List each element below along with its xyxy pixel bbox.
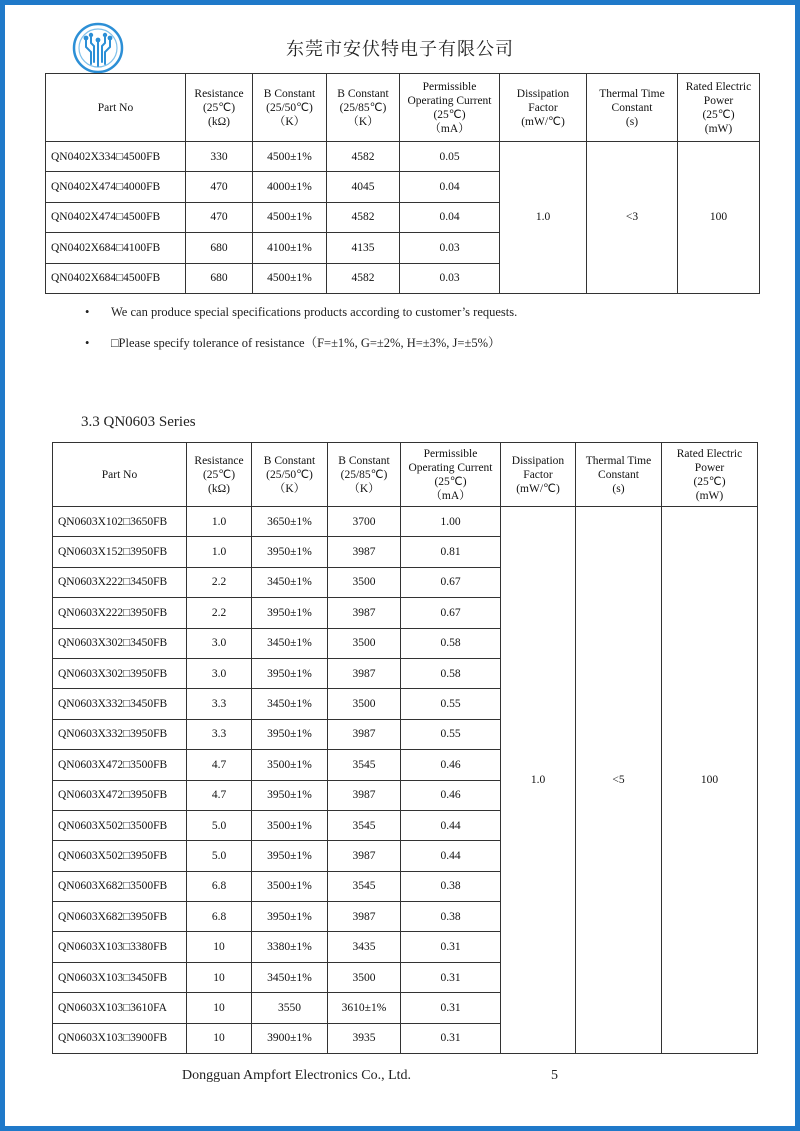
header-thermal-time-constant: Thermal Time Constant (s) (587, 74, 678, 142)
cell-resistance: 3.0 (187, 658, 252, 688)
cell-part-no: QN0603X103□3380FB (53, 932, 187, 962)
note-tolerance (85, 333, 500, 351)
cell-b-constant-25-85: 3935 (328, 1023, 401, 1053)
cell-resistance: 4.7 (187, 750, 252, 780)
cell-part-no: QN0402X334□4500FB (46, 142, 186, 172)
note-special-specs (85, 305, 517, 320)
cell-part-no: QN0402X684□4100FB (46, 233, 186, 263)
cell-b-constant-25-85: 3545 (328, 810, 401, 840)
cell-b-constant-25-85: 3987 (328, 658, 401, 688)
cell-part-no: QN0603X103□3900FB (53, 1023, 187, 1053)
cell-b-constant-25-85: 3500 (328, 567, 401, 597)
cell-part-no: QN0402X684□4500FB (46, 263, 186, 293)
cell-resistance: 4.7 (187, 780, 252, 810)
cell-b-constant-25-85: 3545 (328, 871, 401, 901)
cell-b-constant-25-50: 3950±1% (252, 780, 328, 810)
cell-b-constant-25-50: 3950±1% (252, 598, 328, 628)
cell-operating-current: 0.67 (401, 567, 501, 597)
header-rated-power: Rated Electric Power (25℃) (mW) (662, 443, 758, 507)
cell-part-no: QN0603X302□3450FB (53, 628, 187, 658)
cell-b-constant-25-50: 3450±1% (252, 962, 328, 992)
qn0603-spec-table (52, 442, 758, 1054)
cell-b-constant-25-50: 3450±1% (252, 689, 328, 719)
cell-resistance: 680 (186, 233, 253, 263)
cell-b-constant-25-85: 3700 (328, 507, 401, 537)
cell-part-no: QN0603X472□3950FB (53, 780, 187, 810)
cell-b-constant-25-85: 4135 (327, 233, 400, 263)
header-resistance: Resistance (25℃) (kΩ) (186, 74, 253, 142)
cell-resistance: 3.0 (187, 628, 252, 658)
cell-resistance: 2.2 (187, 567, 252, 597)
cell-b-constant-25-50: 3950±1% (252, 658, 328, 688)
cell-part-no: QN0603X472□3500FB (53, 750, 187, 780)
cell-b-constant-25-50: 4000±1% (253, 172, 327, 202)
cell-dissipation-merged: 1.0 (500, 142, 587, 294)
cell-operating-current: 0.31 (401, 932, 501, 962)
cell-part-no: QN0603X502□3500FB (53, 810, 187, 840)
cell-part-no: QN0603X332□3950FB (53, 719, 187, 749)
cell-resistance: 10 (187, 993, 252, 1023)
cell-resistance: 2.2 (187, 598, 252, 628)
footer-company: Dongguan Ampfort Electronics Co., Ltd. (182, 1068, 412, 1083)
cell-b-constant-25-50: 4500±1% (253, 202, 327, 232)
cell-part-no: QN0402X474□4000FB (46, 172, 186, 202)
cell-resistance: 470 (186, 172, 253, 202)
header-b-constant-25-50: B Constant (25/50℃) （K） (253, 74, 327, 142)
cell-b-constant-25-85: 3987 (328, 902, 401, 932)
cell-b-constant-25-50: 3500±1% (252, 810, 328, 840)
note-text: We can produce special specifications products according to customer’s requests. (111, 305, 518, 319)
cell-b-constant-25-50: 3950±1% (252, 902, 328, 932)
cell-b-constant-25-85: 3500 (328, 628, 401, 658)
cell-b-constant-25-85: 4582 (327, 142, 400, 172)
cell-b-constant-25-50: 3500±1% (252, 750, 328, 780)
cell-b-constant-25-85: 3610±1% (328, 993, 401, 1023)
cell-b-constant-25-85: 3545 (328, 750, 401, 780)
cell-operating-current: 0.44 (401, 841, 501, 871)
cell-b-constant-25-85: 3987 (328, 719, 401, 749)
cell-operating-current: 0.03 (400, 263, 500, 293)
cell-part-no: QN0603X102□3650FB (53, 507, 187, 537)
cell-b-constant-25-50: 4500±1% (253, 263, 327, 293)
cell-operating-current: 0.46 (401, 750, 501, 780)
qn0402-spec-table (45, 73, 760, 294)
cell-operating-current: 0.31 (401, 962, 501, 992)
cell-power-merged: 100 (678, 142, 760, 294)
bullet: • (85, 336, 90, 350)
cell-resistance: 680 (186, 263, 253, 293)
cell-operating-current: 0.81 (401, 537, 501, 567)
cell-b-constant-25-85: 3435 (328, 932, 401, 962)
cell-b-constant-25-85: 3500 (328, 689, 401, 719)
cell-b-constant-25-50: 3450±1% (252, 628, 328, 658)
header-operating-current: Permissible Operating Current (25℃) （mA） (401, 443, 501, 507)
cell-part-no: QN0402X474□4500FB (46, 202, 186, 232)
cell-part-no: QN0603X502□3950FB (53, 841, 187, 871)
header-resistance: Resistance (25℃) (kΩ) (187, 443, 252, 507)
cell-b-constant-25-50: 3500±1% (252, 871, 328, 901)
cell-thermal-merged: <3 (587, 142, 678, 294)
table-header-row (53, 443, 758, 507)
table-header-row (46, 74, 760, 142)
cell-b-constant-25-85: 3987 (328, 841, 401, 871)
cell-operating-current: 0.46 (401, 780, 501, 810)
cell-operating-current: 0.04 (400, 202, 500, 232)
cell-thermal-merged: <5 (576, 507, 662, 1054)
cell-resistance: 5.0 (187, 810, 252, 840)
cell-dissipation-merged: 1.0 (501, 507, 576, 1054)
cell-operating-current: 0.67 (401, 598, 501, 628)
cell-operating-current: 1.00 (401, 507, 501, 537)
page-number: 5 (551, 1068, 558, 1083)
header-thermal-time-constant: Thermal Time Constant (s) (576, 443, 662, 507)
cell-b-constant-25-85: 3987 (328, 780, 401, 810)
cell-operating-current: 0.05 (400, 142, 500, 172)
table-body (46, 142, 760, 294)
cell-resistance: 3.3 (187, 719, 252, 749)
cell-resistance: 10 (187, 1023, 252, 1053)
cell-resistance: 10 (187, 932, 252, 962)
cell-operating-current: 0.44 (401, 810, 501, 840)
cell-b-constant-25-50: 3950±1% (252, 841, 328, 871)
section-title: 3.3 QN0603 Series (81, 414, 196, 430)
cell-b-constant-25-50: 3950±1% (252, 537, 328, 567)
cell-operating-current: 0.31 (401, 1023, 501, 1053)
cell-resistance: 1.0 (187, 507, 252, 537)
cell-part-no: QN0603X152□3950FB (53, 537, 187, 567)
cell-part-no: QN0603X222□3950FB (53, 598, 187, 628)
cell-part-no: QN0603X332□3450FB (53, 689, 187, 719)
company-name-cn: 东莞市安伏特电子有限公司 (286, 39, 514, 60)
cell-b-constant-25-85: 4582 (327, 202, 400, 232)
cell-resistance: 3.3 (187, 689, 252, 719)
cell-power-merged: 100 (662, 507, 758, 1054)
cell-operating-current: 0.38 (401, 902, 501, 932)
header-part-no: Part No (46, 74, 186, 142)
note-text: □Please specify tolerance of resistance（F=±1%, G=±2%, H=±3%, J=±5%） (111, 336, 501, 350)
cell-operating-current: 0.55 (401, 689, 501, 719)
header-b-constant-25-85: B Constant (25/85℃) （K） (327, 74, 400, 142)
cell-resistance: 330 (186, 142, 253, 172)
header-b-constant-25-50: B Constant (25/50℃) （K） (252, 443, 328, 507)
cell-resistance: 6.8 (187, 902, 252, 932)
cell-resistance: 5.0 (187, 841, 252, 871)
cell-b-constant-25-50: 3900±1% (252, 1023, 328, 1053)
cell-b-constant-25-85: 3987 (328, 537, 401, 567)
header-b-constant-25-85: B Constant (25/85℃) （K） (328, 443, 401, 507)
table-row (46, 142, 760, 172)
cell-b-constant-25-50: 4500±1% (253, 142, 327, 172)
cell-operating-current: 0.04 (400, 172, 500, 202)
cell-operating-current: 0.55 (401, 719, 501, 749)
cell-part-no: QN0603X103□3610FA (53, 993, 187, 1023)
cell-part-no: QN0603X103□3450FB (53, 962, 187, 992)
cell-b-constant-25-85: 3500 (328, 962, 401, 992)
cell-b-constant-25-50: 3650±1% (252, 507, 328, 537)
cell-operating-current: 0.58 (401, 658, 501, 688)
cell-b-constant-25-50: 3450±1% (252, 567, 328, 597)
header-dissipation-factor: Dissipation Factor (mW/℃) (500, 74, 587, 142)
table-body (53, 507, 758, 1054)
cell-operating-current: 0.31 (401, 993, 501, 1023)
cell-b-constant-25-50: 3550 (252, 993, 328, 1023)
cell-part-no: QN0603X302□3950FB (53, 658, 187, 688)
cell-operating-current: 0.03 (400, 233, 500, 263)
cell-part-no: QN0603X682□3950FB (53, 902, 187, 932)
header-operating-current: Permissible Operating Current (25℃) （mA） (400, 74, 500, 142)
cell-b-constant-25-50: 3380±1% (252, 932, 328, 962)
cell-part-no: QN0603X682□3500FB (53, 871, 187, 901)
bullet: • (85, 305, 90, 319)
cell-resistance: 10 (187, 962, 252, 992)
header-dissipation-factor: Dissipation Factor (mW/℃) (501, 443, 576, 507)
header-part-no: Part No (53, 443, 187, 507)
cell-part-no: QN0603X222□3450FB (53, 567, 187, 597)
cell-b-constant-25-50: 4100±1% (253, 233, 327, 263)
cell-b-constant-25-85: 3987 (328, 598, 401, 628)
cell-resistance: 6.8 (187, 871, 252, 901)
cell-b-constant-25-85: 4045 (327, 172, 400, 202)
cell-operating-current: 0.58 (401, 628, 501, 658)
cell-b-constant-25-50: 3950±1% (252, 719, 328, 749)
cell-operating-current: 0.38 (401, 871, 501, 901)
cell-resistance: 470 (186, 202, 253, 232)
cell-b-constant-25-85: 4582 (327, 263, 400, 293)
table-row (53, 507, 758, 537)
cell-resistance: 1.0 (187, 537, 252, 567)
header-rated-power: Rated Electric Power (25℃) (mW) (678, 74, 760, 142)
